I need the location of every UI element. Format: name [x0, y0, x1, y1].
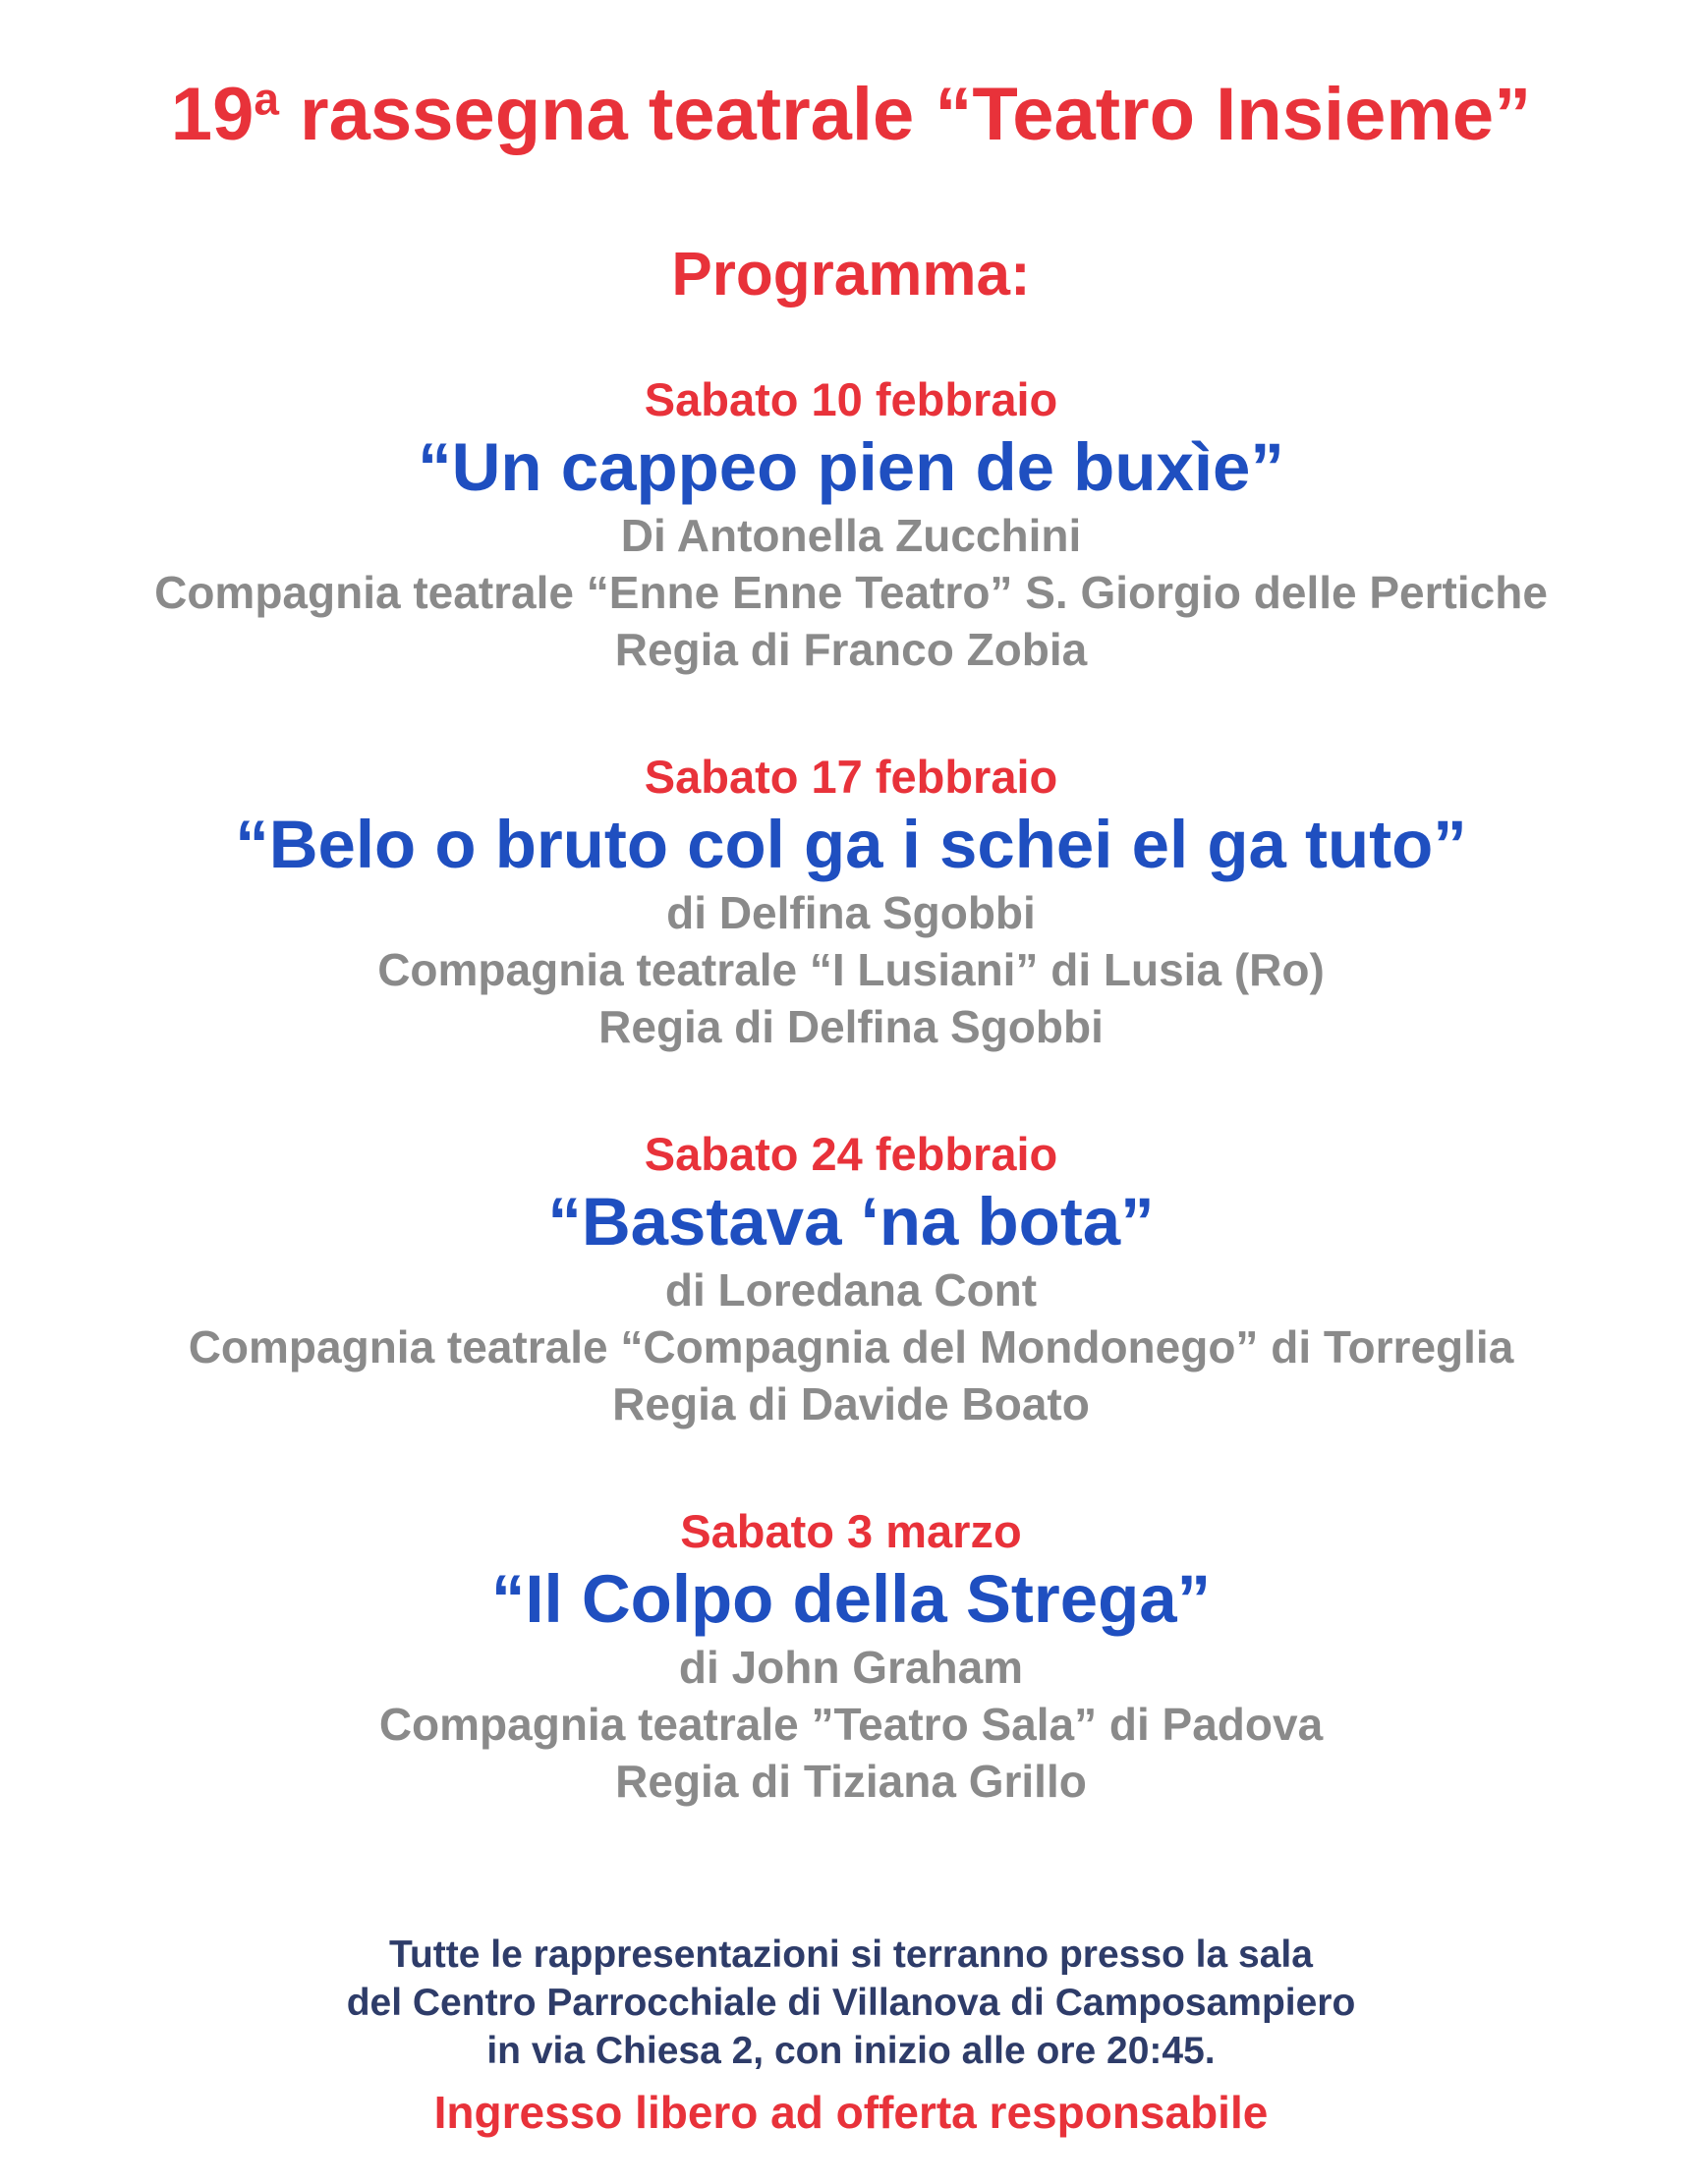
event-date: Sabato 24 febbraio: [644, 1128, 1058, 1180]
play-title: “Un cappeo pien de buxìe”: [418, 429, 1284, 505]
play-author: di Delfina Sgobbi: [666, 887, 1036, 938]
event-1: [0, 371, 1702, 678]
flyer-title: [0, 71, 1702, 159]
event-2: [0, 749, 1702, 1055]
venue-line-3: in via Chiesa 2, con inizio alle ore 20:45.: [486, 2030, 1216, 2072]
venue-line-1: Tutte le rappresentazioni si terranno presso la sala: [389, 1933, 1313, 1976]
theatre-company: Compagnia teatrale “Enne Enne Teatro” S. Giorgio delle Pertiche: [154, 567, 1548, 618]
play-author: Di Antonella Zucchini: [620, 510, 1082, 561]
play-author: di John Graham: [678, 1642, 1024, 1693]
play-title: “Belo o bruto col ga i schei el ga tuto”: [235, 807, 1467, 882]
event-3: [0, 1126, 1702, 1432]
theatre-company: Compagnia teatrale “Compagnia del Mondonego” di Torreglia: [188, 1321, 1514, 1372]
title-number: 19: [170, 73, 255, 156]
event-date: Sabato 17 febbraio: [644, 751, 1058, 803]
play-director: Regia di Franco Zobia: [614, 624, 1088, 675]
venue-line-2: del Centro Parrocchiale di Villanova di Camposampiero: [346, 1982, 1356, 2024]
free-entry-notice: Ingresso libero ad offerta responsabile: [433, 2087, 1269, 2138]
play-director: Regia di Delfina Sgobbi: [598, 1001, 1104, 1052]
program-heading: Programma:: [671, 241, 1031, 308]
event-date: Sabato 10 febbraio: [644, 373, 1058, 425]
theatre-company: Compagnia teatrale ”Teatro Sala” di Padova: [378, 1699, 1324, 1750]
event-4: [0, 1503, 1702, 1810]
play-author: di Loredana Cont: [664, 1264, 1038, 1316]
play-title: “Bastava ‘na bota”: [547, 1184, 1155, 1260]
theatre-company: Compagnia teatrale “I Lusiani” di Lusia (Ro): [377, 944, 1325, 995]
play-director: Regia di Tiziana Grillo: [615, 1756, 1087, 1807]
play-director: Regia di Davide Boato: [612, 1378, 1090, 1429]
title-text: rassegna teatrale “Teatro Insieme”: [278, 73, 1532, 156]
title-ordinal: a: [254, 73, 279, 125]
play-title: “Il Colpo della Strega”: [490, 1561, 1212, 1637]
event-date: Sabato 3 marzo: [680, 1505, 1022, 1557]
venue-info: [0, 1931, 1702, 2142]
